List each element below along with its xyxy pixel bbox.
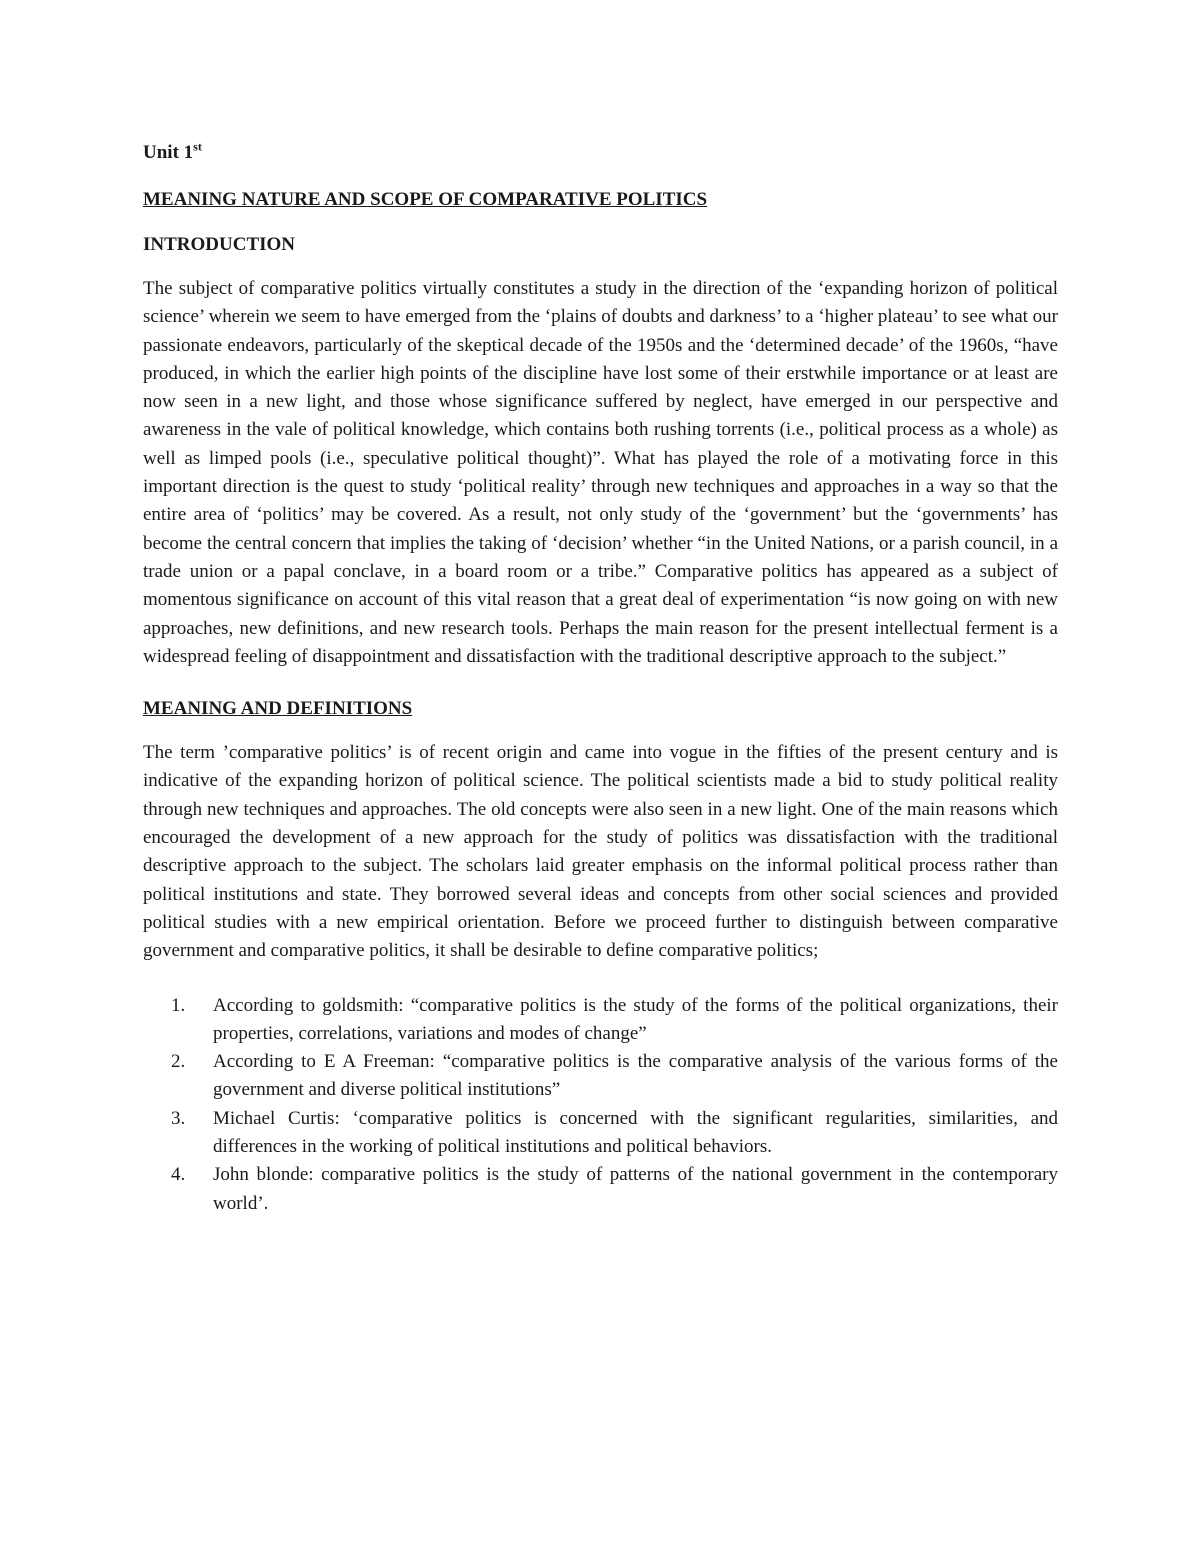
definition-text: According to E A Freeman: “comparative politics is the comparative analysis of the various forms of the government and diverse political institutions” [213,1051,1058,1101]
introduction-paragraph: The subject of comparative politics virtually constitutes a study in the direction of the ‘expanding horizon of political science’ wherein we seem to have emerged from the ‘plains of doubts and darkness’ to a ‘higher plateau’ to see what our passionate endeavors, particularly of the skeptical decade of the 1950s and the ‘determined decade’ of the 1960s, “have produced, in which the earlier high points of the discipline have lost some of their erstwhile importance or at least are now seen in a new light, and those whose significance suffered by neglect, have emerged in our perspective and awareness in the vale of political knowledge, which contains both rushing torrents (i.e., political process as a whole) as well as limped pools (i.e., speculative political thought)”. What has played the role of a motivating force in this important direction is the quest to study ‘political reality’ through new techniques and approaches in a way so that the entire area of ‘politics’ may be covered. As a result, not only study of the ‘government’ but the ‘governments’ has become the central concern that implies the taking of ‘decision’ whether “in the United Nations, or a parish council, in a trade union or a papal conclave, in a board room or a tribe.” Comparative politics has appeared as a subject of momentous significance on account of this vital reason that a great deal of experimentation “is now going on with new approaches, new definitions, and new research tools. Perhaps the main reason for the present intellectual ferment is a widespread feeling of disappointment and dissatisfaction with the traditional descriptive approach to the subject.” [143,278,1059,667]
definition-number: 2. [171,1051,186,1073]
definition-number: 1. [171,994,186,1016]
meaning-paragraph: The term ’comparative politics’ is of recent origin and came into vogue in the fifties of the present century and is indicative of the expanding horizon of political science. The political scientists made a bid to study political reality through new techniques and approaches. The old concepts were also seen in a new light. One of the main reasons which encouraged the development of a new approach for the study of politics was dissatisfaction with the traditional descriptive approach to the subject. The scholars laid greater emphasis on the informal political process rather than political institutions and state. They borrowed several ideas and concepts from other social sciences and provided political studies with a new empirical orientation. Before we proceed further to distinguish between comparative government and comparative politics, it shall be desirable to define comparative politics; [143,742,1058,962]
document-title: MEANING NATURE AND SCOPE OF COMPARATIVE POLITICS [143,189,708,210]
introduction-heading: INTRODUCTION [143,234,296,255]
definition-text: According to goldsmith: “comparative politics is the study of the forms of the political organizations, their properties, correlations, variations and modes of change” [213,994,1058,1044]
definition-number: 4. [171,1164,186,1186]
document-page [143,138,1058,1218]
definitions-list [143,992,1058,1218]
definition-text: John blonde: comparative politics is the study of patterns of the national government in the contemporary world’. [213,1164,1058,1214]
unit-label-text: Unit 1 [143,142,194,163]
definition-item [143,992,1058,1049]
definition-item [143,1105,1058,1162]
definition-text: Michael Curtis: ‘comparative politics is concerned with the significant regularities, similarities, and differences in the working of political institutions and political behaviors. [213,1107,1058,1158]
definition-item [143,1048,1058,1105]
meaning-heading: MEANING AND DEFINITIONS [143,698,413,720]
unit-label [143,138,1058,168]
definition-item [143,1161,1058,1218]
unit-label-superscript: st [193,139,202,154]
definition-number: 3. [171,1107,186,1129]
